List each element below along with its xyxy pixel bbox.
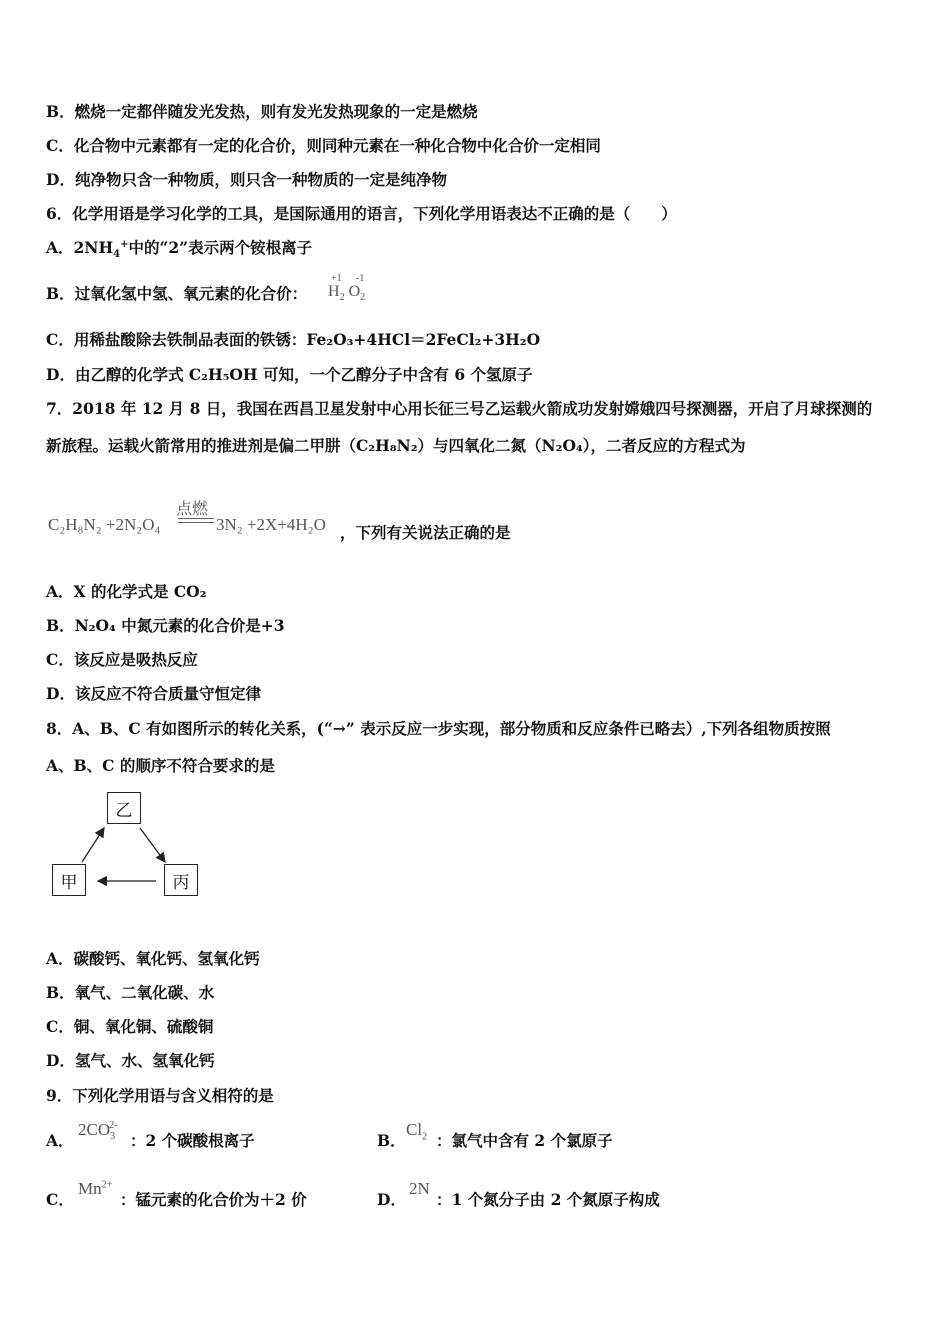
diagram-box-jia: 甲 [52,864,86,896]
q8-option-b: B．氧气、二氧化碳、水 [46,983,215,1002]
q6-option-d: D．由乙醇的化学式 C₂H₅OH 可知，一个乙醇分子中含有 6 个氢原子 [46,365,533,384]
q7-stem-line2: 新旅程。运载火箭常用的推进剂是偏二甲肼（C₂H₈N₂）与四氧化二氮（N₂O₄），二者反应的方程式为 [46,436,746,455]
q6-option-b: B．过氧化氢中氢、氧元素的化合价： [46,284,308,303]
q9-option-a-formula: $2CO_3^{2-}$ [78,1120,118,1143]
q6-stem: 6．化学用语是学习化学的工具，是国际通用的语言，下列化学用语表达不正确的是（ ） [46,204,677,223]
q9-option-b-label: B． [377,1131,406,1150]
q6-option-a-sup: + [120,238,129,250]
q7-option-a: A．X 的化学式是 CO₂ [46,582,207,601]
q9-option-d-label: D． [377,1190,406,1209]
q7-option-c: C．该反应是吸热反应 [46,650,198,669]
q7-stem-line1: 7．2018 年 12 月 8 日，我国在西昌卫星发射中心用长征三号乙运载火箭成功发射嫦娥四号探测器，开启了月球探测的 [46,399,873,418]
q6-option-c: C．用稀盐酸除去铁制品表面的铁锈：Fe₂O₃+4HCl＝2FeCl₂+3H₂O [46,330,541,349]
q9-option-c-text: ：锰元素的化合价为＋2 价 [120,1190,307,1209]
q7-option-b: B．N₂O₄ 中氮元素的化合价是+3 [46,616,285,635]
diagram-box-yi: 乙 [107,792,141,824]
q8-stem-line2: A、B、C 的顺序不符合要求的是 [46,756,275,775]
arrow-jia-to-yi [82,828,104,862]
q6-peroxide-formula: $H_2$ $O_2$ [328,283,366,304]
q7-equation-right: 3N₂ +2X+4H₂O [216,515,326,534]
q6-option-a-text: 中的“2”表示两个铵根离子 [128,238,313,257]
arrow-yi-to-bing [140,828,165,862]
q8-option-c: C．铜、氧化铜、硫酸铜 [46,1017,214,1036]
q9-option-a-text: ：2 个碳酸根离子 [130,1131,255,1150]
q5-option-d: D．纯净物只含一种物质，则只含一种物质的一定是纯净物 [46,170,447,189]
q5-option-b: B．燃烧一定都伴随发光发热，则有发光发热现象的一定是燃烧 [46,102,478,121]
q6-option-a-formula: A．2NH [46,238,114,257]
q9-option-d-text: ：1 个氮分子由 2 个氮原子构成 [436,1190,660,1209]
q8-stem-line1: 8．A、B、C 有如图所示的转化关系，(“→” 表示反应一步实现，部分物质和反应条件已略去）,下列各组物质按照 [46,719,831,738]
q5-option-c: C．化合物中元素都有一定的化合价，则同种元素在一种化合物中化合价一定相同 [46,136,601,155]
q6-h-valence: +1 [331,273,342,284]
q7-option-d: D．该反应不符合质量守恒定律 [46,684,261,703]
q6-o-valence: -1 [356,273,365,284]
q9-option-a-label: A． [46,1131,74,1150]
q9-option-c-label: C． [46,1190,74,1209]
q7-equation-tail: ，下列有关说法正确的是 [340,523,511,542]
q9-stem: 9．下列化学用语与含义相符的是 [46,1086,274,1105]
q8-option-a: A．碳酸钙、氧化钙、氢氧化钙 [46,949,260,968]
q8-option-d: D．氢气、水、氢氧化钙 [46,1051,215,1070]
q6-option-a-sub: 4 [113,249,121,261]
q9-option-b-formula: $Cl_2$ [406,1120,428,1143]
q9-option-d-formula: 2N [409,1179,430,1198]
diagram-box-bing: 丙 [164,864,198,896]
q7-reaction-condition: 点燃 [176,501,209,518]
q9-option-b-text: ：氯气中含有 2 个氯原子 [436,1131,613,1150]
q7-equation-left: C₂H₈N₂ +2N₂O₄ [48,515,161,534]
q9-option-c-formula: $Mn^{2+}$ [78,1179,113,1198]
